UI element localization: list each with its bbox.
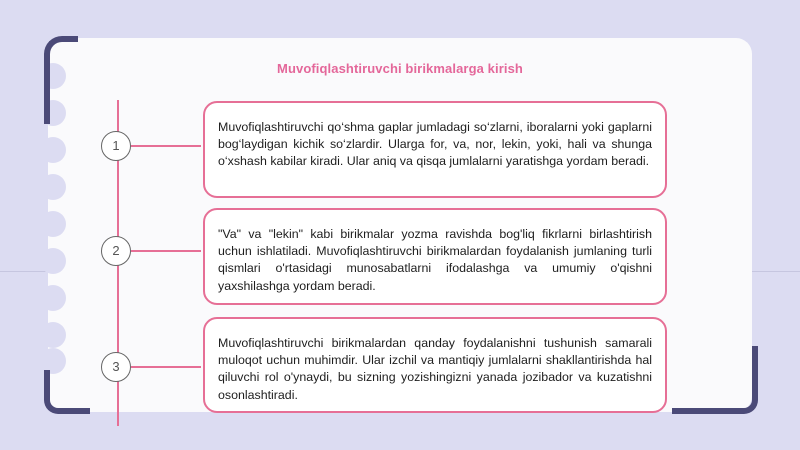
notebook-hole bbox=[40, 211, 66, 237]
step-marker-1: 1 bbox=[101, 131, 131, 161]
notebook-hole bbox=[40, 285, 66, 311]
step-text-box-2: "Va" va "lekin" kabi birikmalar yozma ravishda bog'liq fikrlarni birlashtirish uchun ishlatiladi. Muvofiqlashtiruvchi birikmalardan foydalanish jumlaning turli qismlari o'rtasidagi munosabatlarni ifodalashga va umumiy o'qishni yaxshilashga yordam beradi. bbox=[203, 208, 667, 305]
step-marker-3: 3 bbox=[101, 352, 131, 382]
notebook-hole bbox=[40, 137, 66, 163]
step-text-box-3: Muvofiqlashtiruvchi birikmalardan qanday foydalanishni tushunish samarali muloqot uchun muhimdir. Ular izchil va mantiqiy jumlalarni shakllantirishda hal qiluvchi rol o'ynaydi, bu sizning yozishingizni yanada jozibador va kuzatishni osonlashtiradi. bbox=[203, 317, 667, 413]
frame-corner-top-left bbox=[44, 36, 78, 124]
connector-line-1 bbox=[131, 145, 201, 147]
slide-title: Muvofiqlashtiruvchi birikmalarga kirish bbox=[277, 61, 523, 76]
notebook-hole bbox=[40, 322, 66, 348]
connector-line-2 bbox=[131, 250, 201, 252]
connector-line-3 bbox=[131, 366, 201, 368]
notebook-hole bbox=[40, 174, 66, 200]
frame-corner-bottom-left bbox=[44, 370, 90, 414]
step-marker-2: 2 bbox=[101, 236, 131, 266]
notebook-hole bbox=[40, 248, 66, 274]
step-text-box-1: Muvofiqlashtiruvchi qo‘shma gaplar jumladagi so‘zlarni, iboralarni yoki gaplarni bog‘laydigan kichik so‘zlardir. Ularga for, va, nor, lekin, yoki, hali va shunga o‘xshash kabilar kiradi. Ular aniq va qisqa jumlalarni yaratishga yordam beradi. bbox=[203, 101, 667, 198]
frame-corner-bottom-right bbox=[672, 346, 758, 414]
